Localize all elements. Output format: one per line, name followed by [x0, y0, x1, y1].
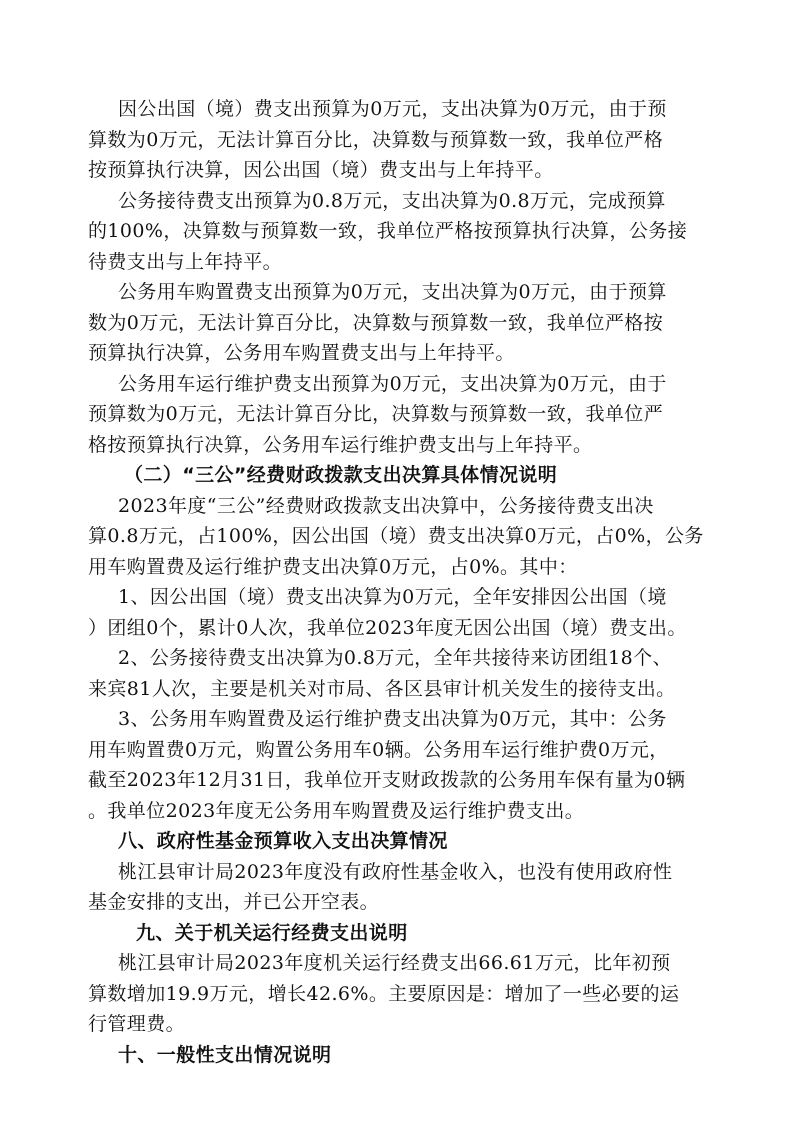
paragraph-line: 格按预算执行决算，公务用车运行维护费支出与上年持平。: [88, 433, 593, 456]
paragraph-line: 1、因公出国（境）费支出决算为0万元，全年安排因公出国（境: [118, 586, 667, 608]
paragraph-line: 待费支出与上年持平。: [88, 250, 283, 273]
paragraph-line: 的100%，决算数与预算数一致，我单位严格按预算执行决算，公务接: [88, 220, 688, 242]
section-heading: 九、关于机关运行经费支出说明: [136, 921, 408, 944]
paragraph-line: 公务用车运行维护费支出预算为0万元，支出决算为0万元，由于: [118, 372, 667, 395]
paragraph-line: 2023年度“三公”经费财政拨款支出决算中，公务接待费支出决: [118, 494, 654, 517]
paragraph-line: 。我单位2023年度无公务用车购置费及运行维护费支出。: [88, 799, 585, 822]
paragraph-line: 截至2023年12月31日，我单位开支财政拨款的公务用车保有量为0辆: [88, 769, 686, 791]
paragraph-line: 公务接待费支出预算为0.8万元，支出决算为0.8万元，完成预算: [118, 189, 666, 212]
paragraph-line: 行管理费。: [88, 1013, 186, 1035]
paragraph-line: 算数增加19.9万元，增长42.6%。主要原因是：增加了一些必要的运: [88, 982, 680, 1005]
section-heading: 八、政府性基金预算收入支出决算情况: [118, 830, 448, 852]
paragraph-line: 因公出国（境）费支出预算为0万元，支出决算为0万元，由于预: [118, 98, 667, 120]
paragraph-line: 按预算执行决算，因公出国（境）费支出与上年持平。: [88, 159, 554, 181]
section-heading: （二）“三公”经费财政拨款支出决算具体情况说明: [124, 464, 558, 486]
document-body: [88, 94, 704, 1070]
paragraph-line: 3、公务用车购置费及运行维护费支出决算为0万元，其中：公务: [118, 708, 667, 730]
section-heading: 十、一般性支出情况说明: [118, 1043, 332, 1066]
paragraph-line: 桃江县审计局2023年度机关运行经费支出66.61万元，比年初预: [118, 952, 671, 974]
paragraph-line: 算0.8万元，占100%，因公出国（境）费支出决算0万元，占0%，公务: [88, 525, 704, 547]
paragraph-line: 来宾81人次，主要是机关对市局、各区县审计机关发生的接待支出。: [88, 677, 676, 700]
paragraph-line: 预算数为0万元，无法计算百分比，决算数与预算数一致，我单位严: [88, 403, 664, 425]
paragraph-line: 预算执行决算，公务用车购置费支出与上年持平。: [88, 342, 515, 364]
paragraph-line: ）团组0个，累计0人次，我单位2023年度无因公出国（境）费支出。: [88, 616, 687, 639]
paragraph-line: 用车购置费0万元，购置公务用车0辆。公务用车运行维护费0万元，: [88, 738, 669, 761]
paragraph-line: 2、公务接待费支出决算为0.8万元，全年共接待来访团组18个、: [118, 647, 672, 669]
paragraph-line: 用车购置费及运行维护费支出决算0万元，占0%。其中：: [88, 555, 578, 578]
paragraph-line: 数为0万元，无法计算百分比，决算数与预算数一致，我单位严格按: [88, 311, 664, 334]
paragraph-line: 基金安排的支出，并已公开空表。: [88, 891, 380, 913]
paragraph-line: 桃江县审计局2023年度没有政府性基金收入，也没有使用政府性: [118, 860, 673, 883]
paragraph-line: 公务用车购置费支出预算为0万元，支出决算为0万元，由于预算: [118, 281, 667, 303]
paragraph-line: 算数为0万元，无法计算百分比，决算数与预算数一致，我单位严格: [88, 128, 664, 151]
